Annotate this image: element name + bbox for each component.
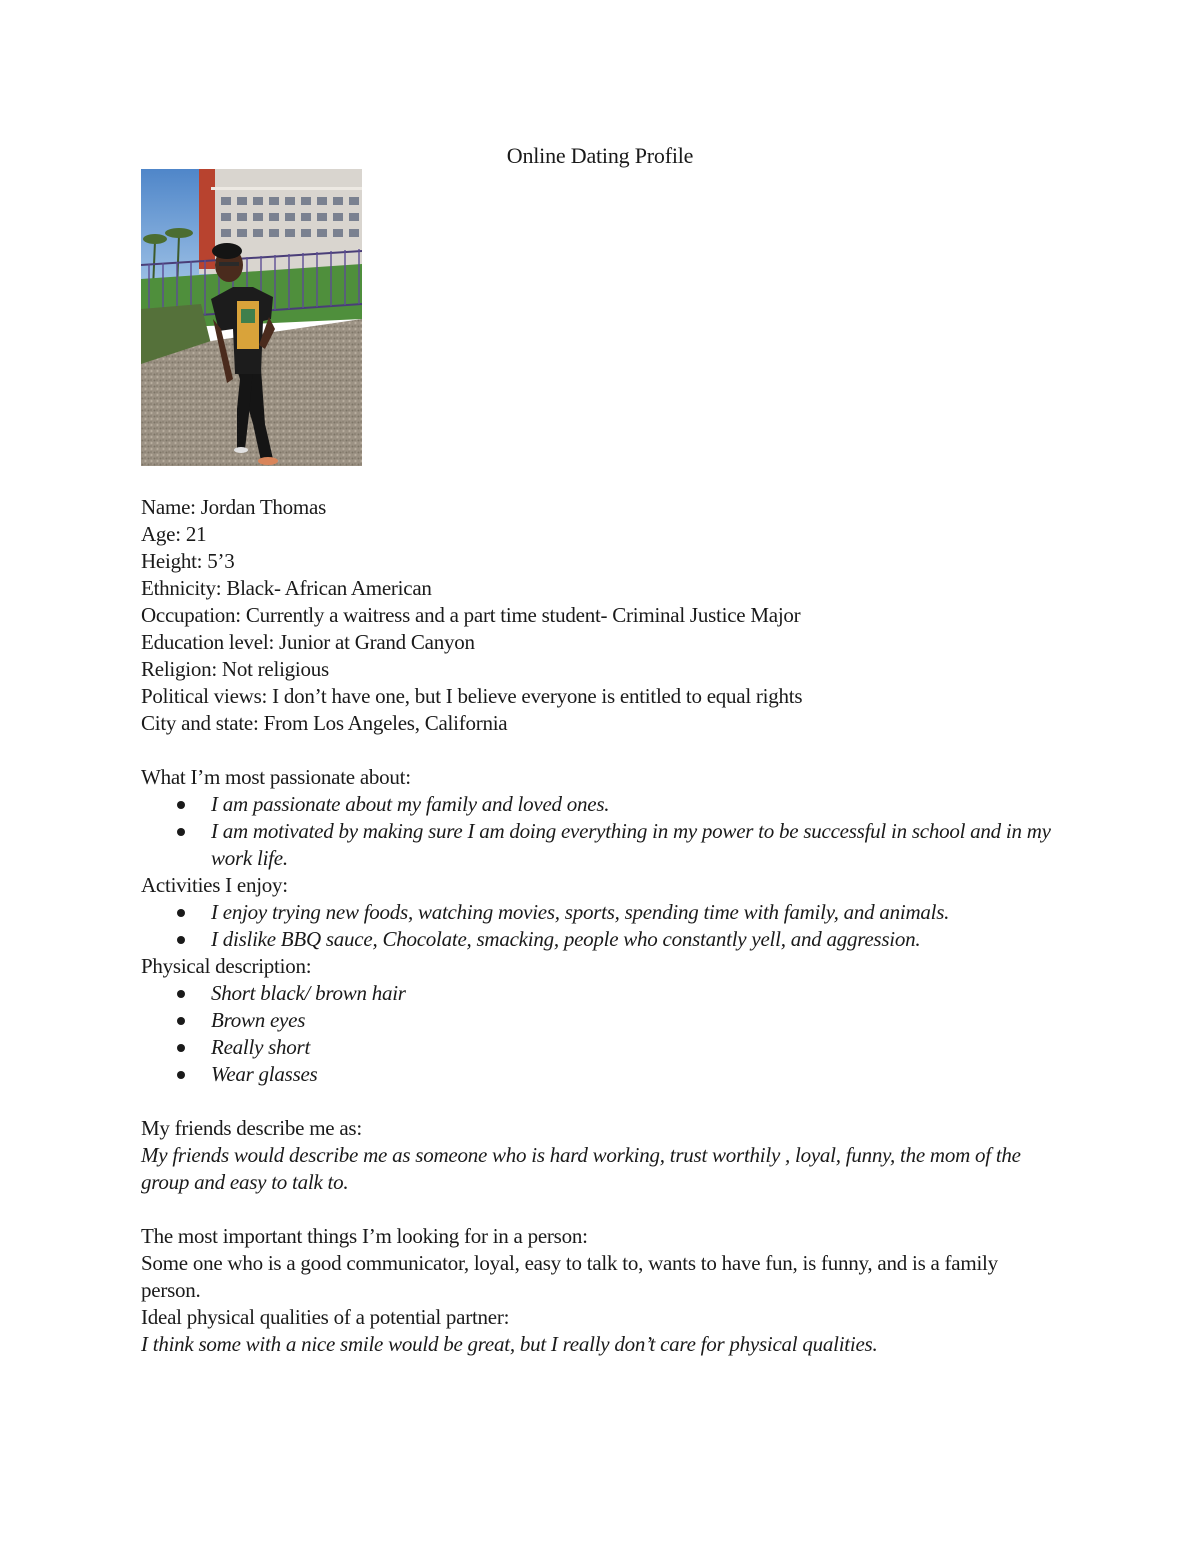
looking-for-text: Some one who is a good communicator, loyal, easy to talk to, wants to have fun, is funny, and is a family person.	[141, 1251, 998, 1302]
list-item: I am motivated by making sure I am doing everything in my power to be successful in school and in my work life.	[141, 818, 1061, 872]
physical-heading: Physical description:	[141, 954, 312, 978]
list-item: Really short	[141, 1034, 1061, 1061]
list-item: I dislike BBQ sauce, Chocolate, smacking, people who constantly yell, and aggression.	[141, 926, 1061, 953]
ethnicity-line: Ethnicity: Black- African American	[141, 576, 432, 600]
name-line: Name: Jordan Thomas	[141, 495, 326, 519]
list-item: I am passionate about my family and loved ones.	[141, 791, 1061, 818]
age-line: Age: 21	[141, 522, 207, 546]
passionate-heading: What I’m most passionate about:	[141, 765, 411, 789]
activities-heading: Activities I enjoy:	[141, 873, 288, 897]
ideal-physical-text: I think some with a nice smile would be great, but I really don’t care for physical qualities.	[141, 1332, 878, 1356]
looking-for-heading: The most important things I’m looking for in a person:	[141, 1224, 588, 1248]
friends-heading: My friends describe me as:	[141, 1116, 362, 1140]
physical-list	[141, 980, 1061, 1088]
occupation-line: Occupation: Currently a waitress and a part time student- Criminal Justice Major	[141, 603, 801, 627]
profile-content	[141, 494, 1061, 1358]
list-item: Brown eyes	[141, 1007, 1061, 1034]
education-line: Education level: Junior at Grand Canyon	[141, 630, 475, 654]
friends-text: My friends would describe me as someone who is hard working, trust worthily , loyal, funny, the mom of the group and easy to talk to.	[141, 1143, 1021, 1194]
ideal-physical-heading: Ideal physical qualities of a potential partner:	[141, 1305, 510, 1329]
activities-list	[141, 899, 1061, 953]
list-item: Short black/ brown hair	[141, 980, 1061, 1007]
political-views-line: Political views: I don’t have one, but I believe everyone is entitled to equal rights	[141, 684, 803, 708]
height-line: Height: 5’3	[141, 549, 235, 573]
profile-photo	[141, 169, 362, 466]
city-state-line: City and state: From Los Angeles, California	[141, 711, 508, 735]
religion-line: Religion: Not religious	[141, 657, 329, 681]
list-item: Wear glasses	[141, 1061, 1061, 1088]
page-title: Online Dating Profile	[506, 143, 694, 168]
list-item: I enjoy trying new foods, watching movies, sports, spending time with family, and animals.	[141, 899, 1061, 926]
passionate-list	[141, 791, 1061, 872]
